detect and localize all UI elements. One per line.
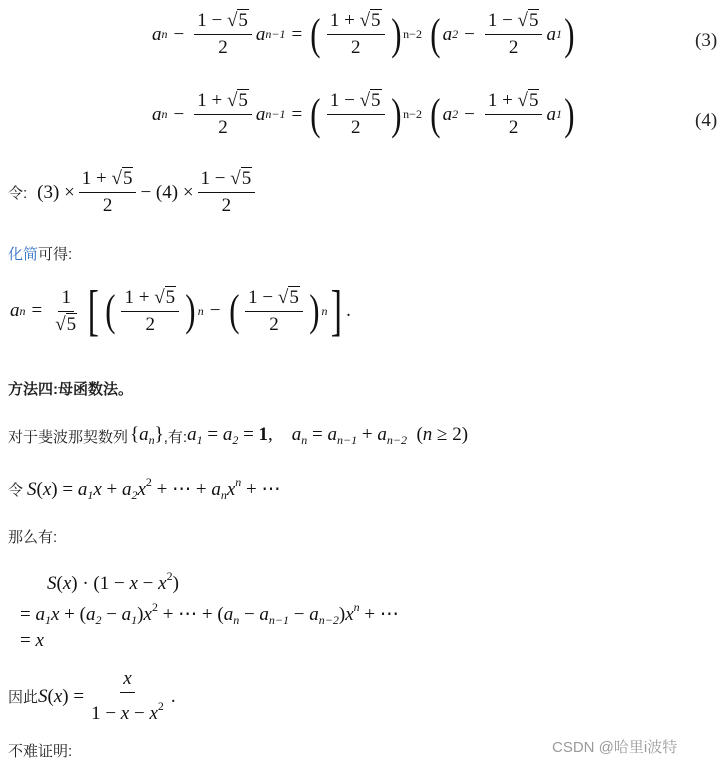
method4-heading: 方法四:母函数法。 xyxy=(8,381,133,398)
simplify-rest: 可得: xyxy=(38,246,73,263)
generating-closed-form: S ( x ) = $\frac{x}{1 - x - x^2}$ . xyxy=(38,668,176,724)
ling-s: 令 xyxy=(8,481,24,499)
combine-formula: (3) × $\frac{1 + √5}{2}$ − (4) × $\frac{1 - √5}{2}$ xyxy=(37,168,259,217)
then-have: 那么有: xyxy=(8,529,58,546)
equation-3-number: (3) xyxy=(695,30,718,51)
therefore: 因此 xyxy=(8,689,39,706)
hard-proof: 不难证明: xyxy=(8,743,73,760)
combine-line xyxy=(8,168,259,217)
fib-recurrence: $a_1 = a_2 = 1$, $a_n = a_{n-1} + a_{n-2}$ (n ≥ 2) xyxy=(187,424,469,447)
fib-intro: 对于斐波那契数列 xyxy=(8,428,129,446)
binet-formula: a n = $\frac{1}{√5}$ [ ( $\frac{1 + √5}{2}$ ) n − ( $\frac{1 - √5}{2}$ ) n ] . xyxy=(10,280,351,342)
simplify-line xyxy=(8,243,72,264)
equation-4: a n − $\frac{1 + √5}{2}$ a n−1 = ( $\frac{1 - √5}{2}$ ) n−2 ( a 2 − $\frac{1 + √5}{2}$ a 1 ) xyxy=(152,89,575,139)
fib-have: ,有: xyxy=(163,428,188,446)
simplify-link[interactable]: 化简 xyxy=(8,246,39,263)
derivation-line-2: = $a_1x + (a_2 - a_1)x^2$ + ⋯ + $(a_n - a_{n-1} - a_{n-2})x^n$ + ⋯ xyxy=(20,600,399,627)
therefore-line xyxy=(8,668,176,725)
equation-3: a n − $\frac{1 - √5}{2}$ a n−1 = ( $\frac{1 + √5}{2}$ ) n−2 ( a 2 − $\frac{1 - √5}{2}$ a 1 ) xyxy=(152,9,575,59)
derivation-line-1: $S(x) \cdot (1 - x - x^2)$ xyxy=(47,569,179,594)
derivation-line-3: = x xyxy=(20,630,44,651)
generating-def: $S(x) = a_1x + a_2x^2$ + ⋯ + $a_nx^n$ + ⋯ xyxy=(27,475,281,502)
fib-line: 对于斐波那契数列 $\{a_n\}$ ,有: $a_1 = a_2 = 1$, $a_n = a_{n-1} + a_{n-2}$ (n ≥ 2) xyxy=(8,424,469,447)
watermark: CSDN @哈里i波特 xyxy=(552,739,678,756)
ling-label: 令: xyxy=(8,185,28,202)
generating-def-line xyxy=(8,475,281,503)
equation-4-number: (4) xyxy=(695,110,718,131)
